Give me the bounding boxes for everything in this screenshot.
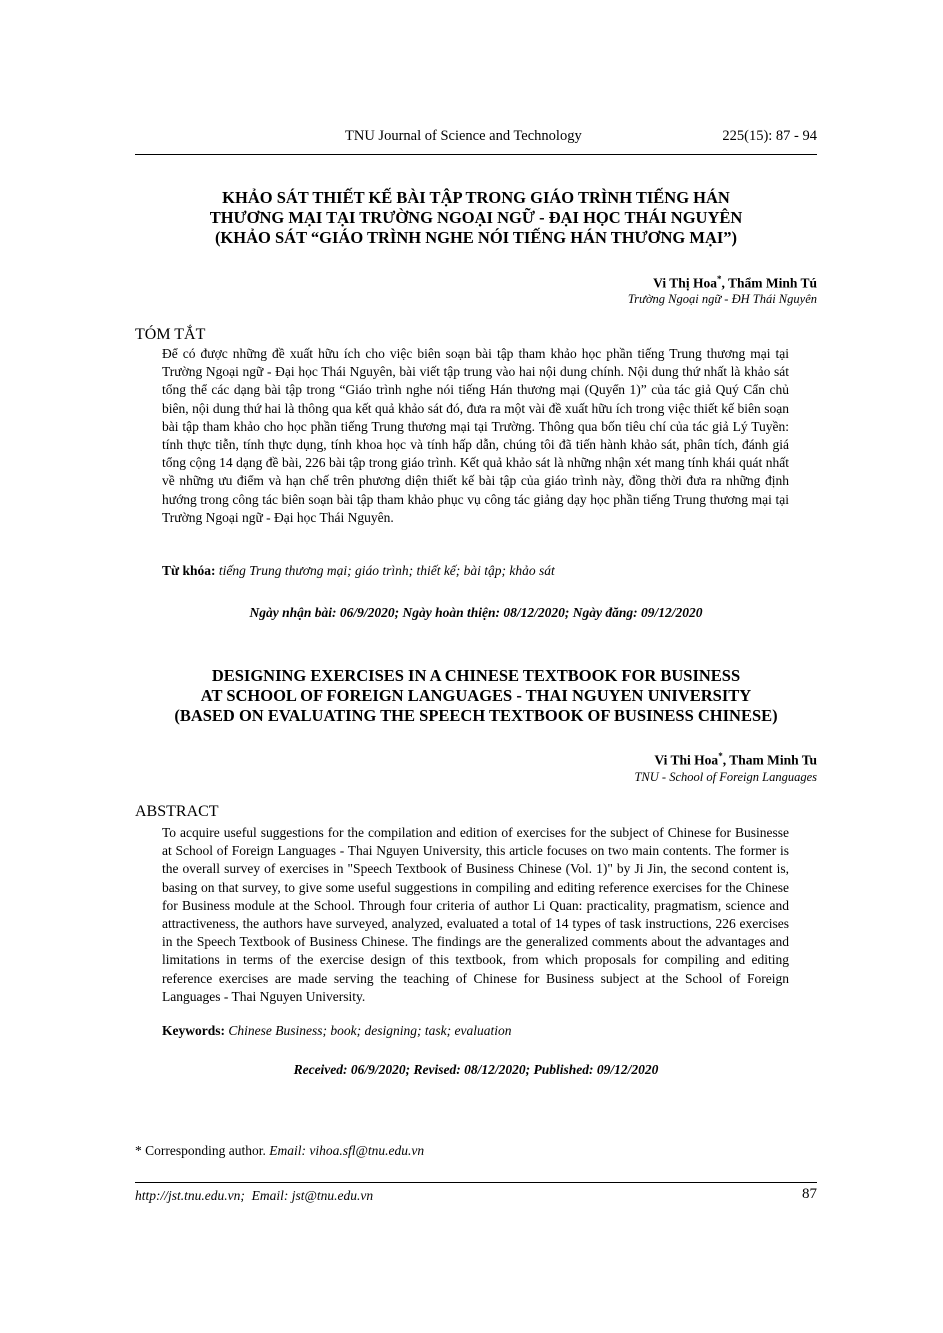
vi-keywords-label: Từ khóa: — [162, 563, 216, 578]
en-abstract: To acquire useful suggestions for the compilation and edition of exercises for the subject of Chinese for Businesse at School of Foreign Languages - Thai Nguyen University, this article focuses on two main contents. The former is the overall survey of exercises in "Speech Textbook of Business Chinese (Vol. 1)" by Ji Jin, the second content is, basing on that survey, to give some useful suggestions in compiling and editing reference exercises for the Chinese for Business module at the School. Through four criteria of author Li Quan: practicality, pragmatism, science and attractiveness, the authors have surveyed, analyzed, evaluated a total of 14 types of task instructions, 226 exercises in the Speech Textbook of Business Chinese. The findings are the generalized comments about the advantages and limitations in terms of the exercise design of this textbook, from which proposals for compiling and editing reference exercises are made serving the teaching of Chinese for Business subject at the School of Foreign Languages - Thai Nguyen University. — [162, 825, 789, 1004]
header-rule — [135, 154, 817, 155]
footnote-email-label: Email: — [269, 1143, 306, 1158]
footer-rule — [135, 1182, 817, 1183]
en-title-line: DESIGNING EXERCISES IN A CHINESE TEXTBOOK FOR BUSINESS — [211, 666, 741, 685]
vi-dates: Ngày nhận bài: 06/9/2020; Ngày hoàn thiện: 08/12/2020; Ngày đăng: 09/12/2020 — [249, 605, 703, 620]
page-number: 87 — [802, 1186, 817, 1202]
en-title-line: (BASED ON EVALUATING THE SPEECH TEXTBOOK OF BUSINESS CHINESE) — [174, 706, 778, 725]
journal-name: TNU Journal of Science and Technology — [345, 128, 582, 144]
corresponding-mark: * — [716, 274, 722, 284]
vi-title-line: KHẢO SÁT THIẾT KẾ BÀI TẬP TRONG GIÁO TRÌNH TIẾNG HÁN — [222, 188, 730, 207]
vi-title — [135, 188, 817, 248]
en-authors — [654, 751, 817, 769]
vi-section-heading: TÓM TẮT — [135, 326, 206, 343]
vi-keywords-text: tiếng Trung thương mại; giáo trình; thiết kế; bài tập; khảo sát — [218, 563, 555, 578]
vi-author-1: Vi Thị Hoa — [653, 275, 717, 291]
footer-links[interactable]: http://jst.tnu.edu.vn; Email: jst@tnu.edu.vn — [135, 1188, 374, 1203]
en-affiliation: TNU - School of Foreign Languages — [634, 770, 817, 784]
en-section-heading: ABSTRACT — [135, 803, 219, 820]
corresponding-mark: * — [718, 751, 723, 761]
vi-keywords — [162, 563, 789, 579]
en-title — [135, 666, 817, 726]
en-author-2: , Tham Minh Tu — [722, 752, 817, 768]
footnote — [135, 1143, 424, 1159]
vi-abstract: Để có được những đề xuất hữu ích cho việc biên soạn bài tập tham khảo học phần tiếng Trung thương mại tại Trường Ngoại ngữ - Đại học Thái Nguyên, bài viết tập trung vào hai nội dung chính. Nội dung thứ nhất là khảo sát tổng thể các dạng bài tập trong “Giáo trình nghe nói tiếng Hán thương mại (Quyển 1)” của tác giả Quý Cẩn chủ biên, nội dung thứ hai là thông qua kết quả khảo sát đó, đưa ra một vài đề xuất hữu ích trong việc thiết kế biên soạn bài tập tham khảo cho học phần tiếng Trung thương mại tại Trường. Thông qua bốn tiêu chí của tác giả Lý Tuyền: tính thực tiễn, tính thực dụng, tính khoa học và tính hấp dẫn, chúng tôi đã tiến hành khảo sát, phân tích, đánh giá tổng cộng 14 dạng đề bài, 226 bài tập trong giáo trình. Kết quả khảo sát là những nhận xét mang tính khái quát nhất về những ưu điểm và hạn chế trên phương diện thiết kế bài tập của giáo trình này, đồng thời đưa ra những định hướng trong công tác biên soạn bài tập tham khảo phục vụ công tác giảng dạy học phần tiếng Trung thương mại tại Trường Ngoại ngữ - Đại học Thái Nguyên. — [162, 346, 789, 525]
en-title-line: AT SCHOOL OF FOREIGN LANGUAGES - THAI NGUYEN UNIVERSITY — [200, 686, 752, 705]
en-keywords-text: Chinese Business; book; designing; task; evaluation — [228, 1023, 512, 1038]
footnote-email[interactable]: vihoa.sfl@tnu.edu.vn — [309, 1143, 425, 1158]
vi-authors — [653, 274, 817, 292]
vi-title-line: (KHẢO SÁT “GIÁO TRÌNH NGHE NÓI TIẾNG HÁN THƯƠNG MẠI”) — [214, 228, 738, 247]
vi-author-2: , Thẩm Minh Tú — [721, 275, 817, 291]
en-keywords — [162, 1023, 789, 1039]
volume-pages: 225(15): 87 - 94 — [722, 128, 817, 144]
vi-title-line: THƯƠNG MẠI TẠI TRƯỜNG NGOẠI NGỮ - ĐẠI HỌC THÁI NGUYÊN — [209, 208, 743, 227]
en-dates: Received: 06/9/2020; Revised: 08/12/2020; Published: 09/12/2020 — [293, 1062, 659, 1077]
footnote-label: * Corresponding author. — [135, 1143, 266, 1158]
vi-affiliation: Trường Ngoại ngữ - ĐH Thái Nguyên — [627, 292, 817, 306]
en-author-1: Vi Thi Hoa — [654, 752, 719, 768]
en-keywords-label: Keywords: — [162, 1023, 225, 1038]
